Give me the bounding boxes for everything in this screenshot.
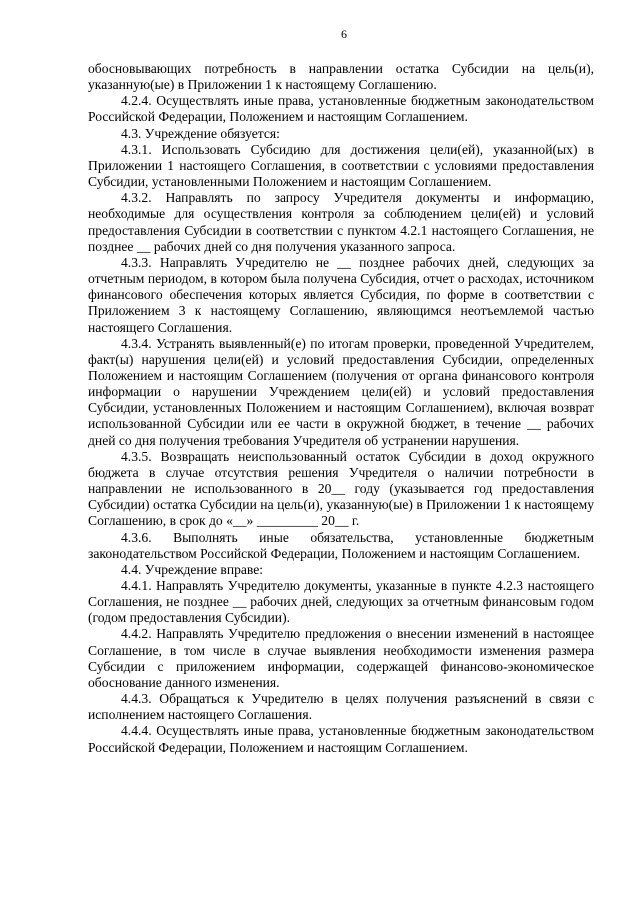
page-number: 6: [341, 27, 347, 41]
paragraph-4-3-4: 4.3.4. Устранять выявленный(е) по итогам проверки, проведенной Учредителем, факт(ы) нарушения цели(ей) и условий предоставления Субсидии, определенных Положением и настоящим Соглашением (получения от органа финансового контроля информации о нарушении Учреждением цели(ей) и условий предоставления Субсидии, установленных Положением и настоящим Соглашением), включая возврат использованной Субсидии или ее части в окружной бюджет, в течение __ рабочих дней со дня получения требования Учредителя об устранении нарушения.: [88, 335, 594, 448]
paragraph-4-3-6: 4.3.6. Выполнять иные обязательства, установленные бюджетным законодательством Российской Федерации, Положением и настоящим Соглашением.: [88, 529, 594, 561]
paragraph-4-4-2: 4.4.2. Направлять Учредителю предложения о внесении изменений в настоящее Соглашение, в том числе в случае выявления необходимости изменения размера Субсидии с приложением информации, содержащей финансово-экономическое обоснование данного изменения.: [88, 626, 594, 690]
paragraph-4-2-4: 4.2.4. Осуществлять иные права, установленные бюджетным законодательством Российской Федерации, Положением и настоящим Соглашением.: [88, 93, 594, 125]
paragraph-4-4-1: 4.4.1. Направлять Учредителю документы, указанные в пункте 4.2.3 настоящего Соглашения, не позднее __ рабочих дней, следующих за отчетным финансовым годом (годом предоставления Субсидии).: [88, 578, 594, 626]
paragraph-4-3-heading: 4.3. Учреждение обязуется:: [121, 125, 280, 141]
paragraph-4-4-4: 4.4.4. Осуществлять иные права, установленные бюджетным законодательством Российской Федерации, Положением и настоящим Соглашением.: [88, 723, 594, 755]
paragraph-4-3-5: 4.3.5. Возвращать неиспользованный остаток Субсидии в доход окружного бюджета в случае отсутствия решения Учредителя о наличии потребности в направлении не использованного в 20__ году (указывается год предоставления Субсидии) остатка Субсидии на цель(и), указанную(ые) в Приложении 1 к настоящему Соглашению, в срок до «__» _________ 20__ г.: [88, 448, 594, 529]
paragraph-4-3-1: 4.3.1. Использовать Субсидию для достижения цели(ей), указанной(ых) в Приложении 1 настоящего Соглашения, в соответствии с условиями предоставления Субсидии, установленными Положением и настоящим Соглашением.: [88, 141, 594, 190]
paragraph-4-3-3: 4.3.3. Направлять Учредителю не __ позднее рабочих дней, следующих за отчетным периодом, в котором была получена Субсидия, отчет о расходах, источником финансового обеспечения которых является Субсидия, по форме в соответствии с Приложением 3 к настоящему Соглашению, являющимся неотъемлемой частью настоящего Соглашения.: [88, 254, 594, 335]
paragraph-4-4-heading: 4.4. Учреждение вправе:: [121, 561, 264, 577]
paragraph-4-3-2: 4.3.2. Направлять по запросу Учредителя документы и информацию, необходимые для осуществления контроля за соблюдением цели(ей) и условий предоставления Субсидии в соответствии с пунктом 4.2.1 настоящего Соглашения, не позднее __ рабочих дней со дня получения указанного запроса.: [88, 190, 594, 254]
paragraph-continuation: обосновывающих потребность в направлении остатка Субсидии на цель(и), указанную(ые) в Приложении 1 к настоящему Соглашению.: [88, 61, 594, 93]
paragraph-4-4-3: 4.4.3. Обращаться к Учредителю в целях получения разъяснений в связи с исполнением настоящего Соглашения.: [88, 691, 594, 723]
